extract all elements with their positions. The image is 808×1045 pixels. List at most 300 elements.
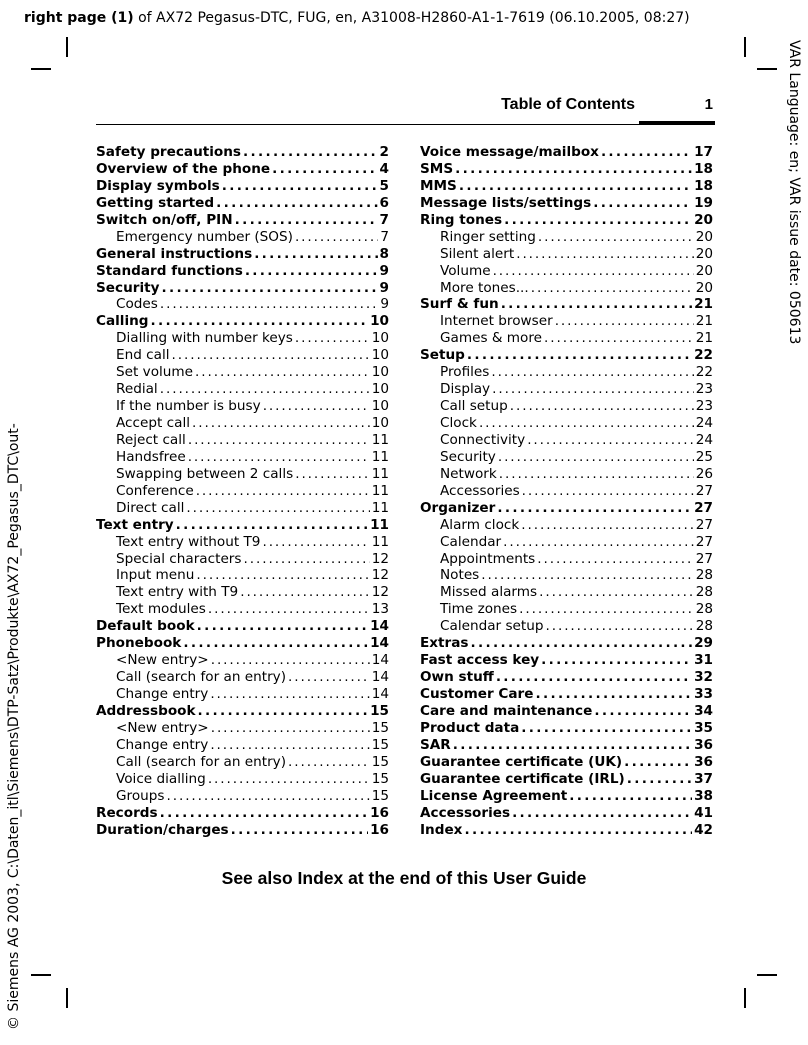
toc-entry[interactable] xyxy=(420,567,713,584)
toc-leader-dots xyxy=(160,381,370,398)
toc-entry[interactable] xyxy=(96,296,389,313)
toc-entry[interactable] xyxy=(96,449,389,466)
toc-entry[interactable] xyxy=(96,178,389,195)
toc-entry-page: 18 xyxy=(694,160,713,177)
toc-entry-page: 31 xyxy=(694,652,713,669)
toc-entry[interactable] xyxy=(420,805,713,822)
toc-entry-title: Groups xyxy=(116,787,165,804)
toc-entry-page: 2 xyxy=(379,144,389,160)
toc-entry-title: Guarantee certificate (IRL) xyxy=(420,770,625,787)
toc-entry-title: Emergency number (SOS) xyxy=(116,228,293,245)
toc-entry-page: 27 xyxy=(694,499,713,516)
toc-entry-title: Text entry xyxy=(96,516,174,533)
toc-entry[interactable] xyxy=(96,381,389,398)
toc-entry-title: Index xyxy=(420,821,463,838)
toc-entry-title: Records xyxy=(96,804,158,821)
toc-entry-page: 11 xyxy=(371,499,389,516)
crop-mark-top-right-horizontal xyxy=(757,68,777,70)
toc-leader-dots xyxy=(521,517,693,534)
toc-entry[interactable] xyxy=(96,669,389,686)
toc-entry-title: Appointments xyxy=(440,550,536,567)
toc-entry[interactable] xyxy=(96,805,389,822)
toc-entry[interactable] xyxy=(420,686,713,703)
toc-entry[interactable] xyxy=(420,618,713,635)
toc-entry-page: 34 xyxy=(694,702,713,719)
toc-entry-page: 10 xyxy=(371,347,389,364)
toc-entry[interactable] xyxy=(96,822,389,839)
toc-entry-title: Games & more xyxy=(440,330,543,347)
toc-entry-title: If the number is busy xyxy=(116,398,261,415)
toc-leader-dots xyxy=(160,296,378,313)
toc-leader-dots xyxy=(555,313,694,330)
toc-leader-dots xyxy=(481,567,693,584)
toc-leader-dots xyxy=(459,178,692,195)
toc-leader-dots xyxy=(262,534,369,551)
toc-entry-title: SMS xyxy=(420,160,454,177)
toc-entry-title: Change entry xyxy=(116,736,209,753)
toc-entry-page: 36 xyxy=(694,736,713,753)
toc-entry-page: 6 xyxy=(379,194,389,211)
toc-entry[interactable] xyxy=(96,466,389,483)
toc-entry-page: 16 xyxy=(370,821,389,838)
toc-entry-page: 38 xyxy=(694,787,713,804)
toc-entry[interactable] xyxy=(96,584,389,601)
toc-entry-title: SAR xyxy=(420,736,451,753)
toc-leader-dots xyxy=(288,754,370,771)
toc-entry-title: Setup xyxy=(420,347,465,364)
toc-leader-dots xyxy=(272,161,377,178)
toc-entry-title: Network xyxy=(440,465,497,482)
toc-entry-page: 20 xyxy=(695,228,713,245)
toc-entry-page: 12 xyxy=(371,584,389,601)
toc-entry-page: 11 xyxy=(371,465,389,482)
toc-entry-title: Fast access key xyxy=(420,652,540,669)
toc-leader-dots xyxy=(593,195,692,212)
toc-entry-title: Alarm clock xyxy=(440,516,520,533)
toc-entry[interactable] xyxy=(420,263,713,280)
toc-entry[interactable] xyxy=(420,347,713,364)
toc-leader-dots xyxy=(471,635,693,652)
toc-entry[interactable] xyxy=(96,737,389,754)
toc-entry-title: Time zones xyxy=(440,601,518,618)
toc-entry-page: 19 xyxy=(694,194,713,211)
toc-entry-title: Handsfree xyxy=(116,448,186,465)
toc-leader-dots xyxy=(491,364,693,381)
toc-entry-title: Text entry with T9 xyxy=(116,584,239,601)
toc-entry[interactable] xyxy=(420,212,713,229)
toc-entry-page: 5 xyxy=(379,177,389,194)
toc-entry-page: 11 xyxy=(371,431,389,448)
toc-entry-page: 22 xyxy=(695,364,713,381)
toc-entry[interactable] xyxy=(96,534,389,551)
toc-leader-dots xyxy=(198,703,369,720)
toc-entry-page: 23 xyxy=(695,398,713,415)
toc-entry[interactable] xyxy=(96,517,389,534)
toc-leader-dots xyxy=(541,652,692,669)
toc-entry-page: 14 xyxy=(370,618,389,635)
toc-entry[interactable] xyxy=(420,771,713,788)
toc-entry[interactable] xyxy=(96,686,389,703)
toc-entry[interactable] xyxy=(420,669,713,686)
print-header-text: of AX72 Pegasus-DTC, FUG, en, A31008-H2860-A1-1-7619 (06.10.2005, 08:27) xyxy=(133,10,690,26)
toc-leader-dots xyxy=(521,720,692,737)
toc-entry[interactable] xyxy=(96,229,389,246)
toc-entry-title: Change entry xyxy=(116,686,209,702)
toc-entry-page: 28 xyxy=(695,618,713,635)
toc-entry-title: General instructions xyxy=(96,245,253,262)
toc-leader-dots xyxy=(211,720,370,737)
toc-entry[interactable] xyxy=(96,364,389,381)
toc-entry[interactable] xyxy=(96,703,389,720)
toc-entry[interactable] xyxy=(96,601,389,618)
toc-entry-title: Safety precautions xyxy=(96,144,242,160)
toc-leader-dots xyxy=(295,229,378,246)
toc-entry-title: Extras xyxy=(420,635,469,652)
toc-entry-title: Care and maintenance xyxy=(420,702,593,719)
toc-entry-title: Calendar setup xyxy=(440,618,544,635)
toc-entry-title: Connectivity xyxy=(440,431,526,448)
toc-entry-page: 7 xyxy=(379,211,389,228)
toc-entry[interactable] xyxy=(420,483,713,500)
toc-entry-title: Calling xyxy=(96,313,149,330)
toc-entry[interactable] xyxy=(96,500,389,517)
toc-entry[interactable] xyxy=(420,178,713,195)
toc-entry-title: License Agreement xyxy=(420,787,568,804)
toc-leader-dots xyxy=(186,500,369,517)
toc-entry-page: 27 xyxy=(695,516,713,533)
crop-mark-bottom-right-vertical xyxy=(744,988,746,1008)
toc-entry-title: Clock xyxy=(440,415,477,431)
toc-entry-page: 9 xyxy=(380,296,389,313)
toc-leader-dots xyxy=(498,449,694,466)
toc-entry-page: 20 xyxy=(695,279,713,296)
toc-entry-page: 14 xyxy=(371,652,389,669)
toc-entry[interactable] xyxy=(420,551,713,568)
toc-entry-page: 21 xyxy=(695,313,713,330)
toc-entry-title: Volume xyxy=(440,262,491,279)
toc-entry-page: 20 xyxy=(694,211,713,228)
crop-mark-bottom-left-horizontal xyxy=(31,974,51,976)
toc-leader-dots xyxy=(240,584,369,601)
toc-entry[interactable] xyxy=(96,635,389,652)
toc-entry-page: 21 xyxy=(694,296,713,313)
toc-entry[interactable] xyxy=(420,195,713,212)
toc-entry-title: Default book xyxy=(96,618,195,635)
toc-entry-title: Ring tones xyxy=(420,211,503,228)
toc-entry-page: 18 xyxy=(694,177,713,194)
toc-entry[interactable] xyxy=(420,330,713,347)
toc-entry-page: 16 xyxy=(370,804,389,821)
toc-entry[interactable] xyxy=(96,398,389,415)
toc-column-left xyxy=(96,144,389,838)
crop-mark-bottom-left-vertical xyxy=(66,988,68,1008)
crop-mark-top-left-vertical xyxy=(66,37,68,57)
toc-entry-title: Accessories xyxy=(440,482,520,499)
toc-entry-title: Product data xyxy=(420,719,520,736)
toc-entry-page: 10 xyxy=(371,381,389,398)
crop-mark-top-left-horizontal xyxy=(31,68,51,70)
toc-entry[interactable] xyxy=(96,432,389,449)
toc-entry[interactable] xyxy=(96,483,389,500)
toc-entry[interactable] xyxy=(96,195,389,212)
toc-leader-dots xyxy=(627,771,692,788)
toc-entry[interactable] xyxy=(96,263,389,280)
toc-entry-title: Internet browser xyxy=(440,313,553,330)
toc-entry-title: Duration/charges xyxy=(96,821,229,838)
toc-leader-dots xyxy=(569,788,692,805)
toc-entry-title: Missed alarms xyxy=(440,584,538,601)
toc-entry-page: 11 xyxy=(371,448,389,465)
toc-entry-page: 26 xyxy=(695,465,713,482)
toc-entry[interactable] xyxy=(96,144,389,161)
toc-entry-page: 10 xyxy=(370,313,389,330)
toc-entry-title: Message lists/settings xyxy=(420,194,592,211)
toc-entry[interactable] xyxy=(96,313,389,330)
toc-entry-title: Display symbols xyxy=(96,177,220,194)
toc-leader-dots xyxy=(519,601,694,618)
side-note-right: VAR Language: en; VAR issue date: 050613 xyxy=(786,40,802,345)
toc-leader-dots xyxy=(183,635,368,652)
toc-leader-dots xyxy=(222,178,378,195)
toc-entry-title: Customer Care xyxy=(420,686,534,702)
toc-entry[interactable] xyxy=(420,466,713,483)
toc-entry[interactable] xyxy=(420,635,713,652)
print-header-bold: right page (1) xyxy=(24,10,134,26)
toc-entry-page: 11 xyxy=(371,482,389,499)
toc-entry-page: 24 xyxy=(695,431,713,448)
toc-leader-dots xyxy=(166,788,369,805)
toc-entry-page: 20 xyxy=(695,262,713,279)
toc-entry[interactable] xyxy=(96,415,389,432)
toc-entry[interactable] xyxy=(420,415,713,432)
page-number: 1 xyxy=(704,96,713,113)
toc-entry-title: Ringer setting xyxy=(440,228,536,245)
toc-entry-page: 17 xyxy=(694,144,713,160)
toc-entry-title: Silent alert xyxy=(440,245,515,262)
toc-entry-page: 42 xyxy=(694,821,713,838)
toc-entry-title: Dialling with number keys xyxy=(116,330,293,347)
toc-entry[interactable] xyxy=(420,534,713,551)
toc-leader-dots xyxy=(503,534,694,551)
toc-entry-page: 25 xyxy=(695,448,713,465)
toc-entry-page: 29 xyxy=(694,635,713,652)
toc-entry[interactable] xyxy=(420,822,713,839)
toc-entry[interactable] xyxy=(420,246,713,263)
print-header xyxy=(24,10,690,26)
toc-entry-title: Standard functions xyxy=(96,262,243,279)
toc-leader-dots xyxy=(545,618,693,635)
toc-entry-title: Swapping between 2 calls xyxy=(116,465,294,482)
toc-entry[interactable] xyxy=(420,296,713,313)
toc-entry-title: Reject call xyxy=(116,431,186,448)
toc-entry[interactable] xyxy=(420,432,713,449)
toc-entry[interactable] xyxy=(420,754,713,771)
toc-entry-page: 15 xyxy=(371,736,389,753)
toc-leader-dots xyxy=(497,500,692,517)
toc-entry[interactable] xyxy=(420,737,713,754)
toc-entry[interactable] xyxy=(420,703,713,720)
toc-entry-title: Switch on/off, PIN xyxy=(96,211,233,228)
toc-entry[interactable] xyxy=(420,381,713,398)
toc-entry[interactable] xyxy=(420,500,713,517)
toc-entry-title: Own stuff xyxy=(420,669,494,686)
toc-entry[interactable] xyxy=(96,567,389,584)
toc-leader-dots xyxy=(235,212,378,229)
toc-entry[interactable] xyxy=(420,652,713,669)
toc-leader-dots xyxy=(216,195,377,212)
toc-leader-dots xyxy=(210,737,369,754)
toc-leader-dots xyxy=(160,805,368,822)
toc-entry[interactable] xyxy=(96,280,389,297)
toc-leader-dots xyxy=(231,822,368,839)
toc-entry[interactable] xyxy=(420,398,713,415)
toc-entry-title: Text modules xyxy=(116,601,206,618)
toc-entry[interactable] xyxy=(96,161,389,178)
toc-entry[interactable] xyxy=(96,652,389,669)
toc-entry[interactable] xyxy=(96,788,389,805)
toc-entry[interactable] xyxy=(420,584,713,601)
toc-entry-page: 36 xyxy=(694,753,713,770)
toc-entry-title: End call xyxy=(116,347,170,364)
toc-entry[interactable] xyxy=(420,229,713,246)
toc-leader-dots xyxy=(254,246,377,263)
toc-entry-page: 41 xyxy=(694,804,713,821)
toc-entry-title: Call setup xyxy=(440,398,508,415)
toc-leader-dots xyxy=(210,686,369,703)
toc-leader-dots xyxy=(188,449,370,466)
toc-entry[interactable] xyxy=(96,551,389,568)
toc-leader-dots xyxy=(211,652,370,669)
toc-entry-title: Text entry without T9 xyxy=(116,533,261,550)
toc-entry-title: Security xyxy=(440,448,496,465)
toc-entry[interactable] xyxy=(420,161,713,178)
toc-entry[interactable] xyxy=(420,144,713,161)
toc-leader-dots xyxy=(288,669,370,686)
toc-leader-dots xyxy=(195,364,370,381)
toc-entry[interactable] xyxy=(420,788,713,805)
toc-leader-dots xyxy=(196,567,369,584)
toc-leader-dots xyxy=(197,618,368,635)
toc-entry-title: <New entry> xyxy=(116,719,209,736)
toc-entry-page: 24 xyxy=(695,415,713,431)
toc-entry[interactable] xyxy=(96,720,389,737)
toc-entry[interactable] xyxy=(420,517,713,534)
toc-entry-title: Security xyxy=(96,279,160,296)
toc-entry-title: Voice dialling xyxy=(116,770,206,787)
toc-entry-page: 20 xyxy=(695,245,713,262)
toc-entry-page: 7 xyxy=(380,228,389,245)
toc-leader-dots xyxy=(516,246,693,263)
toc-entry-title: Addressbook xyxy=(96,702,196,719)
toc-entry-page: 22 xyxy=(694,347,713,364)
toc-entry-page: 11 xyxy=(370,516,389,533)
toc-entry[interactable] xyxy=(96,347,389,364)
toc-leader-dots xyxy=(243,144,378,161)
toc-leader-dots xyxy=(208,601,370,618)
toc-leader-dots xyxy=(527,432,694,449)
toc-entry-title: MMS xyxy=(420,177,457,194)
toc-leader-dots xyxy=(295,330,370,347)
toc-entry[interactable] xyxy=(96,212,389,229)
toc-entry-title: Accessories xyxy=(420,804,511,821)
crop-mark-bottom-right-horizontal xyxy=(757,974,777,976)
toc-entry-page: 15 xyxy=(370,702,389,719)
toc-entry-title: Phonebook xyxy=(96,635,182,652)
toc-entry-page: 10 xyxy=(371,398,389,415)
toc-entry-page: 15 xyxy=(371,719,389,736)
toc-entry-page: 9 xyxy=(379,279,389,296)
toc-leader-dots xyxy=(295,466,369,483)
toc-entry-page: 27 xyxy=(695,533,713,550)
toc-leader-dots xyxy=(243,551,369,568)
toc-entry-page: 27 xyxy=(695,550,713,567)
toc-leader-dots xyxy=(535,686,692,703)
toc-entry-page: 33 xyxy=(694,686,713,702)
toc-entry-title: Direct call xyxy=(116,499,185,516)
toc-leader-dots xyxy=(537,551,693,568)
toc-entry[interactable] xyxy=(420,280,713,297)
toc-entry[interactable] xyxy=(96,618,389,635)
toc-leader-dots xyxy=(512,805,692,822)
toc-entry-page: 12 xyxy=(371,550,389,567)
toc-leader-dots xyxy=(496,669,692,686)
footer-note: See also Index at the end of this User Guide xyxy=(221,868,587,888)
toc-entry[interactable] xyxy=(420,364,713,381)
toc-entry-page: 13 xyxy=(371,601,389,618)
page-header xyxy=(96,96,715,125)
toc-leader-dots xyxy=(188,432,370,449)
toc-entry[interactable] xyxy=(420,449,713,466)
toc-entry-title: Input menu xyxy=(116,567,195,584)
toc-leader-dots xyxy=(245,263,378,280)
toc-entry-page: 37 xyxy=(694,770,713,787)
toc-entry-title: More tones... xyxy=(440,279,529,296)
toc-entry[interactable] xyxy=(96,771,389,788)
toc-entry-title: Calendar xyxy=(440,533,502,550)
toc-entry[interactable] xyxy=(420,313,713,330)
toc-entry-title: Call (search for an entry) xyxy=(116,753,287,770)
toc-entry-page: 14 xyxy=(371,686,389,702)
toc-entry-title: Call (search for an entry) xyxy=(116,669,287,686)
toc-entry[interactable] xyxy=(420,601,713,618)
toc-entry-title: Surf & fun xyxy=(420,296,499,313)
toc-entry-title: Redial xyxy=(116,381,158,398)
side-note-left: © Siemens AG 2003, C:\Daten_itl\Siemens\DTP-Satz\Produkte\AX72_Pegasus_DTC\out- xyxy=(6,423,22,1030)
toc-leader-dots xyxy=(161,280,377,297)
toc-entry-page: 10 xyxy=(371,364,389,381)
toc-entry[interactable] xyxy=(96,330,389,347)
toc-entry-title: Display xyxy=(440,381,491,398)
toc-leader-dots xyxy=(176,517,368,534)
toc-leader-dots xyxy=(208,771,370,788)
toc-entry-title: Notes xyxy=(440,567,480,584)
toc-entry-page: 11 xyxy=(371,533,389,550)
toc-entry-title: Codes xyxy=(116,296,158,313)
toc-entry[interactable] xyxy=(96,754,389,771)
toc-leader-dots xyxy=(539,584,694,601)
toc-entry-title: Voice message/mailbox xyxy=(420,144,599,160)
toc-leader-dots xyxy=(594,703,692,720)
toc-entry-page: 28 xyxy=(695,584,713,601)
toc-entry[interactable] xyxy=(96,246,389,263)
toc-entry-title: Guarantee certificate (UK) xyxy=(420,753,623,770)
toc-leader-dots xyxy=(151,313,369,330)
toc-entry-page: 14 xyxy=(370,635,389,652)
toc-leader-dots xyxy=(453,737,692,754)
toc-entry[interactable] xyxy=(420,720,713,737)
toc-entry-page: 15 xyxy=(371,753,389,770)
toc-entry-page: 21 xyxy=(695,330,713,347)
